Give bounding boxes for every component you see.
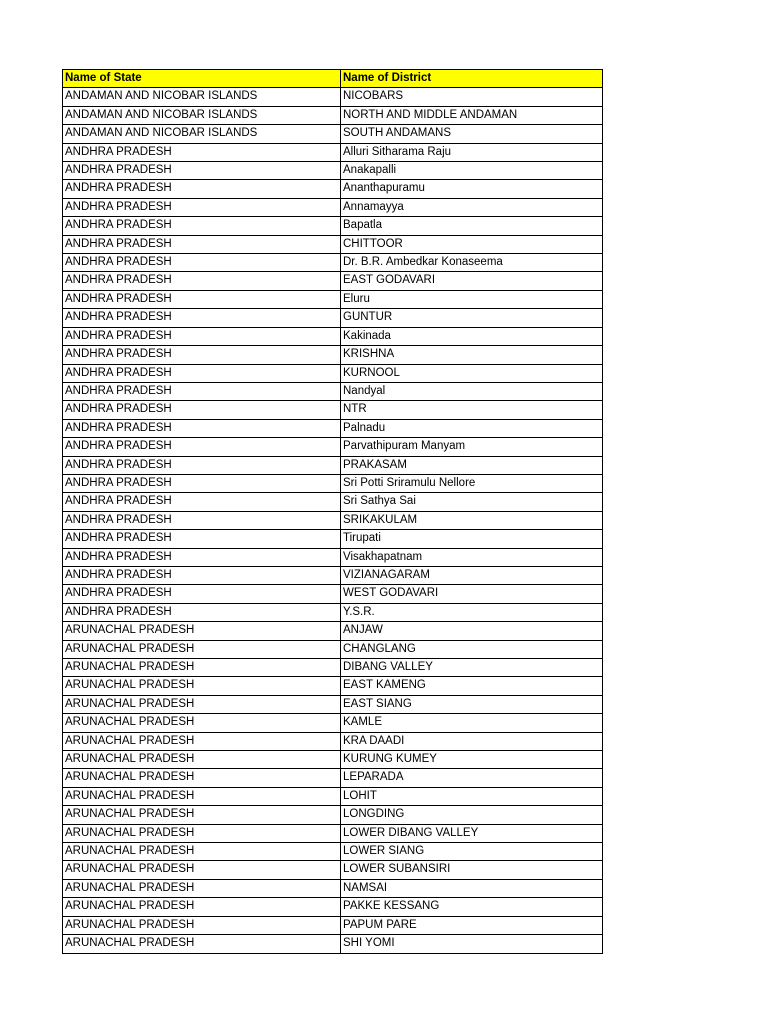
state-cell: ANDHRA PRADESH [63,585,341,603]
state-cell: ANDHRA PRADESH [63,180,341,198]
state-cell: ANDHRA PRADESH [63,327,341,345]
state-cell: ARUNACHAL PRADESH [63,714,341,732]
district-cell: Palnadu [341,419,603,437]
district-cell: SRIKAKULAM [341,511,603,529]
district-cell: LOWER DIBANG VALLEY [341,824,603,842]
state-cell: ARUNACHAL PRADESH [63,622,341,640]
state-cell: ARUNACHAL PRADESH [63,787,341,805]
table-row [63,272,603,290]
table-row [63,382,603,400]
state-cell: ANDHRA PRADESH [63,566,341,584]
district-cell: NTR [341,401,603,419]
district-cell: LOWER SUBANSIRI [341,861,603,879]
table-row [63,511,603,529]
district-cell: PAKKE KESSANG [341,898,603,916]
state-cell: ANDHRA PRADESH [63,235,341,253]
district-cell: KAMLE [341,714,603,732]
state-cell: ANDHRA PRADESH [63,143,341,161]
district-cell: DIBANG VALLEY [341,659,603,677]
district-cell: WEST GODAVARI [341,585,603,603]
district-cell: EAST KAMENG [341,677,603,695]
table-row [63,438,603,456]
state-cell: ANDHRA PRADESH [63,254,341,272]
table-row [63,401,603,419]
table-row [63,290,603,308]
district-cell: Annamayya [341,198,603,216]
state-cell: ARUNACHAL PRADESH [63,640,341,658]
table-row [63,659,603,677]
table-row [63,677,603,695]
table-row [63,474,603,492]
district-cell: NAMSAI [341,879,603,897]
state-cell: ANDHRA PRADESH [63,438,341,456]
table-row [63,530,603,548]
district-cell: KURNOOL [341,364,603,382]
table-row [63,566,603,584]
district-cell: Sri Sathya Sai [341,493,603,511]
district-cell: Anakapalli [341,162,603,180]
table-body [63,88,603,953]
state-cell: ARUNACHAL PRADESH [63,916,341,934]
district-cell: ANJAW [341,622,603,640]
state-cell: ANDHRA PRADESH [63,272,341,290]
district-cell: NORTH AND MIDDLE ANDAMAN [341,106,603,124]
district-cell: LEPARADA [341,769,603,787]
district-cell: Y.S.R. [341,603,603,621]
table-row [63,843,603,861]
state-cell: ARUNACHAL PRADESH [63,879,341,897]
state-cell: ANDHRA PRADESH [63,548,341,566]
district-cell: Tirupati [341,530,603,548]
district-cell: Visakhapatnam [341,548,603,566]
table-row [63,106,603,124]
table-row [63,751,603,769]
district-cell: SOUTH ANDAMANS [341,125,603,143]
state-cell: ARUNACHAL PRADESH [63,843,341,861]
table-row [63,198,603,216]
table-row [63,143,603,161]
state-cell: ARUNACHAL PRADESH [63,898,341,916]
district-cell: Sri Potti Sriramulu Nellore [341,474,603,492]
state-cell: ARUNACHAL PRADESH [63,659,341,677]
district-cell: VIZIANAGARAM [341,566,603,584]
district-cell: Eluru [341,290,603,308]
district-cell: Kakinada [341,327,603,345]
district-cell: EAST SIANG [341,695,603,713]
state-cell: ARUNACHAL PRADESH [63,824,341,842]
state-cell: ANDAMAN AND NICOBAR ISLANDS [63,106,341,124]
state-cell: ANDHRA PRADESH [63,346,341,364]
state-cell: ANDHRA PRADESH [63,511,341,529]
district-cell: EAST GODAVARI [341,272,603,290]
district-cell: GUNTUR [341,309,603,327]
state-cell: ANDHRA PRADESH [63,603,341,621]
district-cell: NICOBARS [341,88,603,106]
table-row [63,916,603,934]
district-cell: Dr. B.R. Ambedkar Konaseema [341,254,603,272]
state-cell: ANDHRA PRADESH [63,198,341,216]
state-cell: ANDHRA PRADESH [63,364,341,382]
table-row [63,88,603,106]
state-cell: ANDAMAN AND NICOBAR ISLANDS [63,88,341,106]
district-cell: CHANGLANG [341,640,603,658]
district-cell: LOHIT [341,787,603,805]
table-row [63,309,603,327]
table-row [63,162,603,180]
state-cell: ARUNACHAL PRADESH [63,751,341,769]
state-cell: ANDHRA PRADESH [63,290,341,308]
header-row [63,70,603,88]
state-cell: ANDHRA PRADESH [63,162,341,180]
state-cell: ANDAMAN AND NICOBAR ISLANDS [63,125,341,143]
table-row [63,125,603,143]
table-row [63,217,603,235]
district-cell: Bapatla [341,217,603,235]
state-cell: ARUNACHAL PRADESH [63,695,341,713]
state-cell: ANDHRA PRADESH [63,456,341,474]
district-cell: LOWER SIANG [341,843,603,861]
district-cell: PRAKASAM [341,456,603,474]
state-cell: ANDHRA PRADESH [63,217,341,235]
district-cell: SHI YOMI [341,935,603,953]
table-row [63,603,603,621]
district-cell: LONGDING [341,806,603,824]
table-row [63,364,603,382]
table-row [63,935,603,953]
table-row [63,806,603,824]
state-column-header: Name of State [63,70,341,88]
state-cell: ANDHRA PRADESH [63,530,341,548]
state-district-table [62,69,603,954]
table-row [63,548,603,566]
district-cell: PAPUM PARE [341,916,603,934]
table-row [63,585,603,603]
district-cell: KRA DAADI [341,732,603,750]
table-row [63,879,603,897]
state-cell: ANDHRA PRADESH [63,382,341,400]
state-cell: ARUNACHAL PRADESH [63,677,341,695]
district-column-header: Name of District [341,70,603,88]
district-cell: KURUNG KUMEY [341,751,603,769]
district-cell: Nandyal [341,382,603,400]
state-cell: ARUNACHAL PRADESH [63,732,341,750]
district-cell: KRISHNA [341,346,603,364]
state-cell: ARUNACHAL PRADESH [63,935,341,953]
state-cell: ANDHRA PRADESH [63,474,341,492]
table-row [63,254,603,272]
table-row [63,327,603,345]
table-row [63,419,603,437]
table-row [63,769,603,787]
state-cell: ANDHRA PRADESH [63,309,341,327]
table-row [63,346,603,364]
table-row [63,456,603,474]
state-cell: ANDHRA PRADESH [63,419,341,437]
table-row [63,898,603,916]
state-cell: ANDHRA PRADESH [63,401,341,419]
state-cell: ARUNACHAL PRADESH [63,769,341,787]
state-cell: ARUNACHAL PRADESH [63,861,341,879]
table-row [63,493,603,511]
district-cell: Ananthapuramu [341,180,603,198]
table-row [63,622,603,640]
table-row [63,861,603,879]
state-cell: ANDHRA PRADESH [63,493,341,511]
district-cell: Parvathipuram Manyam [341,438,603,456]
district-cell: Alluri Sitharama Raju [341,143,603,161]
table-row [63,732,603,750]
state-cell: ARUNACHAL PRADESH [63,806,341,824]
table-row [63,787,603,805]
table-row [63,695,603,713]
district-cell: CHITTOOR [341,235,603,253]
table-row [63,180,603,198]
table-row [63,235,603,253]
table-row [63,640,603,658]
table-row [63,714,603,732]
table-row [63,824,603,842]
